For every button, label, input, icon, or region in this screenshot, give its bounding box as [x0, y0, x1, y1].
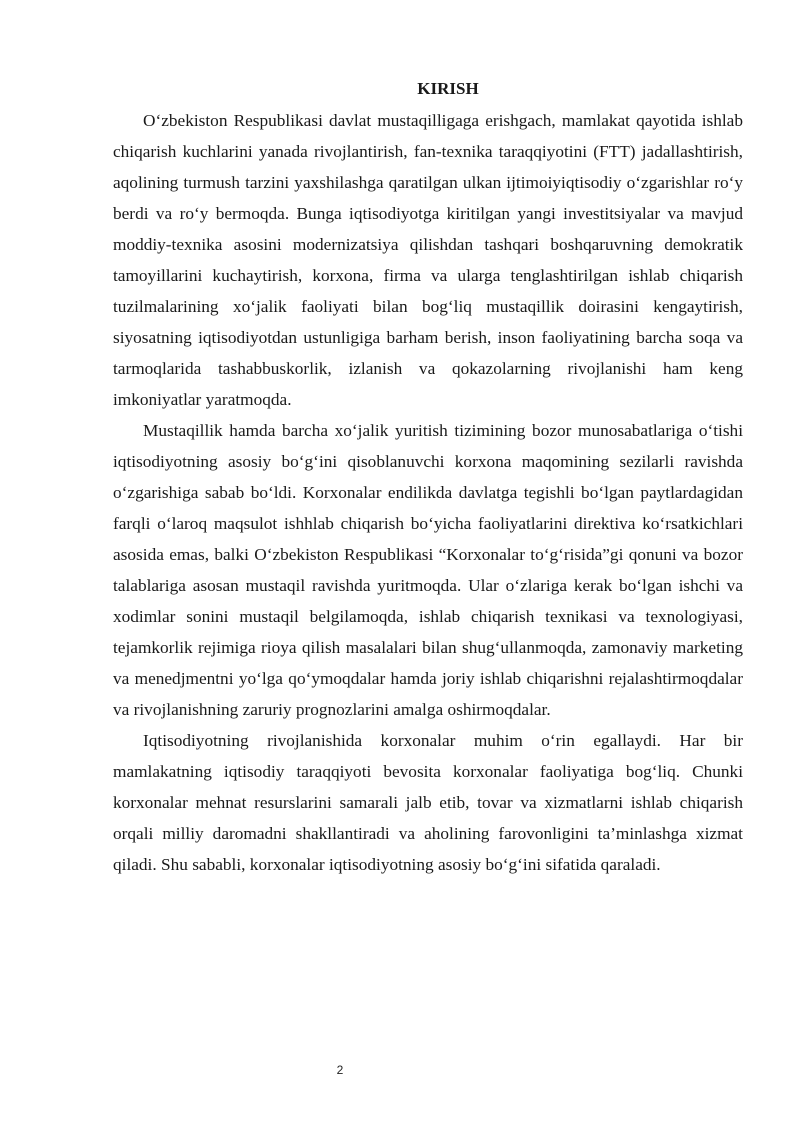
paragraph-2: Mustaqillik hamda barcha xo‘jalik yuritish tizimining bozor munosabatlariga o‘tishi iqtisodiyotning asosiy bo‘g‘ini qisoblanuvchi korxona maqomining sezilarli ravishda o‘zgarishiga sabab bo‘ldi. Korxonalar endilikda davlatga tegishli bo‘lgan paytlardagidan farqli o‘laroq maqsulot ishhlab chiqarish bo‘yicha faoliyatlarini direktiva ko‘rsatkichlari asosida emas, balki O‘zbekiston Respublikasi “Korxonalar to‘g‘risida”gi qonuni va bozor talablariga asosan mustaqil ravishda yuritmoqda. Ular o‘zlariga kerak bo‘lgan ishchi va xodimlar sonini mustaqil belgilamoqda, ishlab chiqarish texnikasi va texnologiyasi, tejamkorlik rejimiga rioya qilish masalalari bilan shug‘ullanmoqda, zamonaviy marketing va menedjmentni yo‘lga qo‘ymoqdalar hamda joriy ishlab chiqarishni rejalashtirmoqdalar va rivojlanishning zaruriy prognozlarini amalga oshirmoqdalar.: [113, 421, 743, 719]
paragraph-1: O‘zbekiston Respublikasi davlat mustaqilligaga erishgach, mamlakat qayotida ishlab chiqarish kuchlarini yanada rivojlantirish, fan-texnika taraqqiyotini (FTT) jadallashtirish, aqolining turmush tarzini yaxshilashga qaratilgan ulkan ijtimoiyiqtisodiy o‘zgarishlar ro‘y berdi va ro‘y bermoqda. Bunga iqtisodiyotga kiritilgan yangi investitsiyalar va mavjud moddiy-texnika asosini modernizatsiya qilishdan tashqari boshqaruvning demokratik tamoyillarini kuchaytirish, korxona, firma va ularga tenglashtirilgan ishlab chiqarish tuzilmalarining xo‘jalik faoliyati bilan bog‘liq mustaqillik doirasini kengaytirish, siyosatning iqtisodiyotdan ustunligiga barham berish, inson faoliyatining barcha soqa va tarmoqlarida tashabbuskorlik, izlanish va qokazolarning rivojlanishi ham keng imkoniyatlar yaratmoqda.: [113, 111, 743, 409]
document-page: [113, 76, 743, 880]
section-title: KIRISH: [417, 79, 479, 98]
page-number: 2: [336, 1063, 344, 1077]
paragraph-3: Iqtisodiyotning rivojlanishida korxonalar muhim o‘rin egallaydi. Har bir mamlakatning iqtisodiy taraqqiyoti bevosita korxonalar faoliyatiga bog‘liq. Chunki korxonalar mehnat resurslarini samarali jalb etib, tovar va xizmatlarni ishlab chiqarish orqali milliy daromadni shakllantiradi va aholining farovonligini ta’minlashga xizmat qiladi. Shu sababli, korxonalar iqtisodiyotning asosiy bo‘g‘ini sifatida qaraladi.: [113, 731, 743, 874]
